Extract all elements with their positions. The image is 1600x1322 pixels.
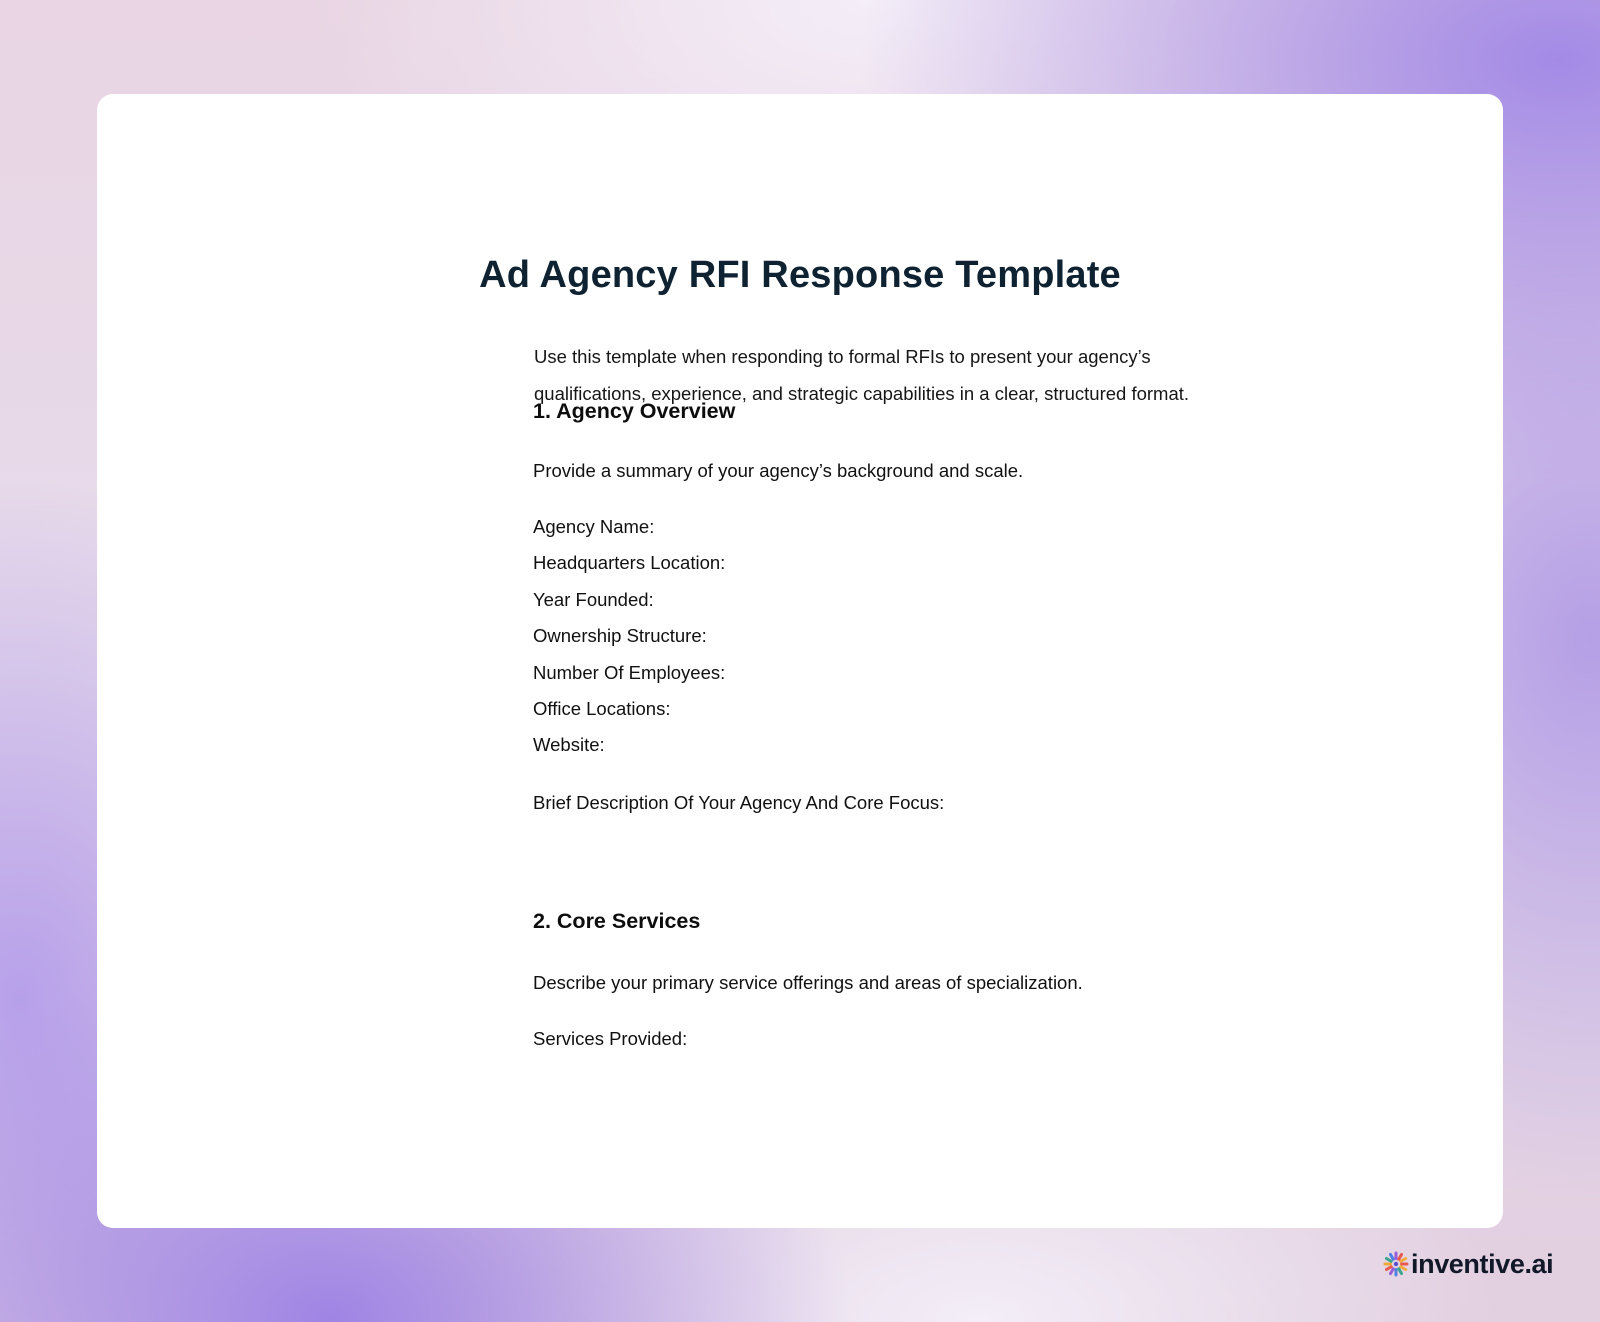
sparkle-ray (1391, 1269, 1394, 1274)
field-agency-name: Agency Name: (533, 516, 655, 537)
field-ownership-structure: Ownership Structure: (533, 625, 707, 646)
field-year-founded: Year Founded: (533, 589, 654, 610)
field-services-provided: Services Provided: (533, 1028, 688, 1049)
section-description-core-services: Describe your primary service offerings and areas of specialization. (533, 972, 1083, 993)
section-heading-core-services: 2. Core Services (533, 909, 701, 933)
sparkle-ray (1401, 1259, 1406, 1262)
section-heading-agency-overview: 1. Agency Overview (533, 399, 736, 423)
logo-text: inventive.ai (1411, 1248, 1554, 1279)
sparkle-burst-icon (1383, 1251, 1409, 1277)
inventive-logo (1383, 1246, 1553, 1282)
field-headquarters-location: Headquarters Location: (533, 552, 726, 573)
field-brief-description: Brief Description Of Your Agency And Core Focus: (533, 792, 945, 813)
document-title: Ad Agency RFI Response Template (479, 254, 1121, 296)
sparkle-ray (1401, 1267, 1406, 1270)
sparkle-ray (1386, 1259, 1391, 1262)
intro-line-2: qualifications, experience, and strategic capabilities in a clear, structured format. (534, 383, 1190, 404)
sparkle-ray (1386, 1267, 1391, 1270)
sparkle-ray (1391, 1254, 1394, 1259)
field-office-locations: Office Locations: (533, 698, 671, 719)
section-description-agency-overview: Provide a summary of your agency’s background and scale. (533, 460, 1024, 481)
sparkle-ray (1399, 1254, 1402, 1259)
field-number-of-employees: Number Of Employees: (533, 662, 726, 683)
field-website: Website: (533, 734, 605, 755)
intro-line-1: Use this template when responding to formal RFIs to present your agency’s (534, 346, 1151, 367)
document-card (97, 94, 1554, 1279)
sparkle-ray (1399, 1269, 1402, 1274)
